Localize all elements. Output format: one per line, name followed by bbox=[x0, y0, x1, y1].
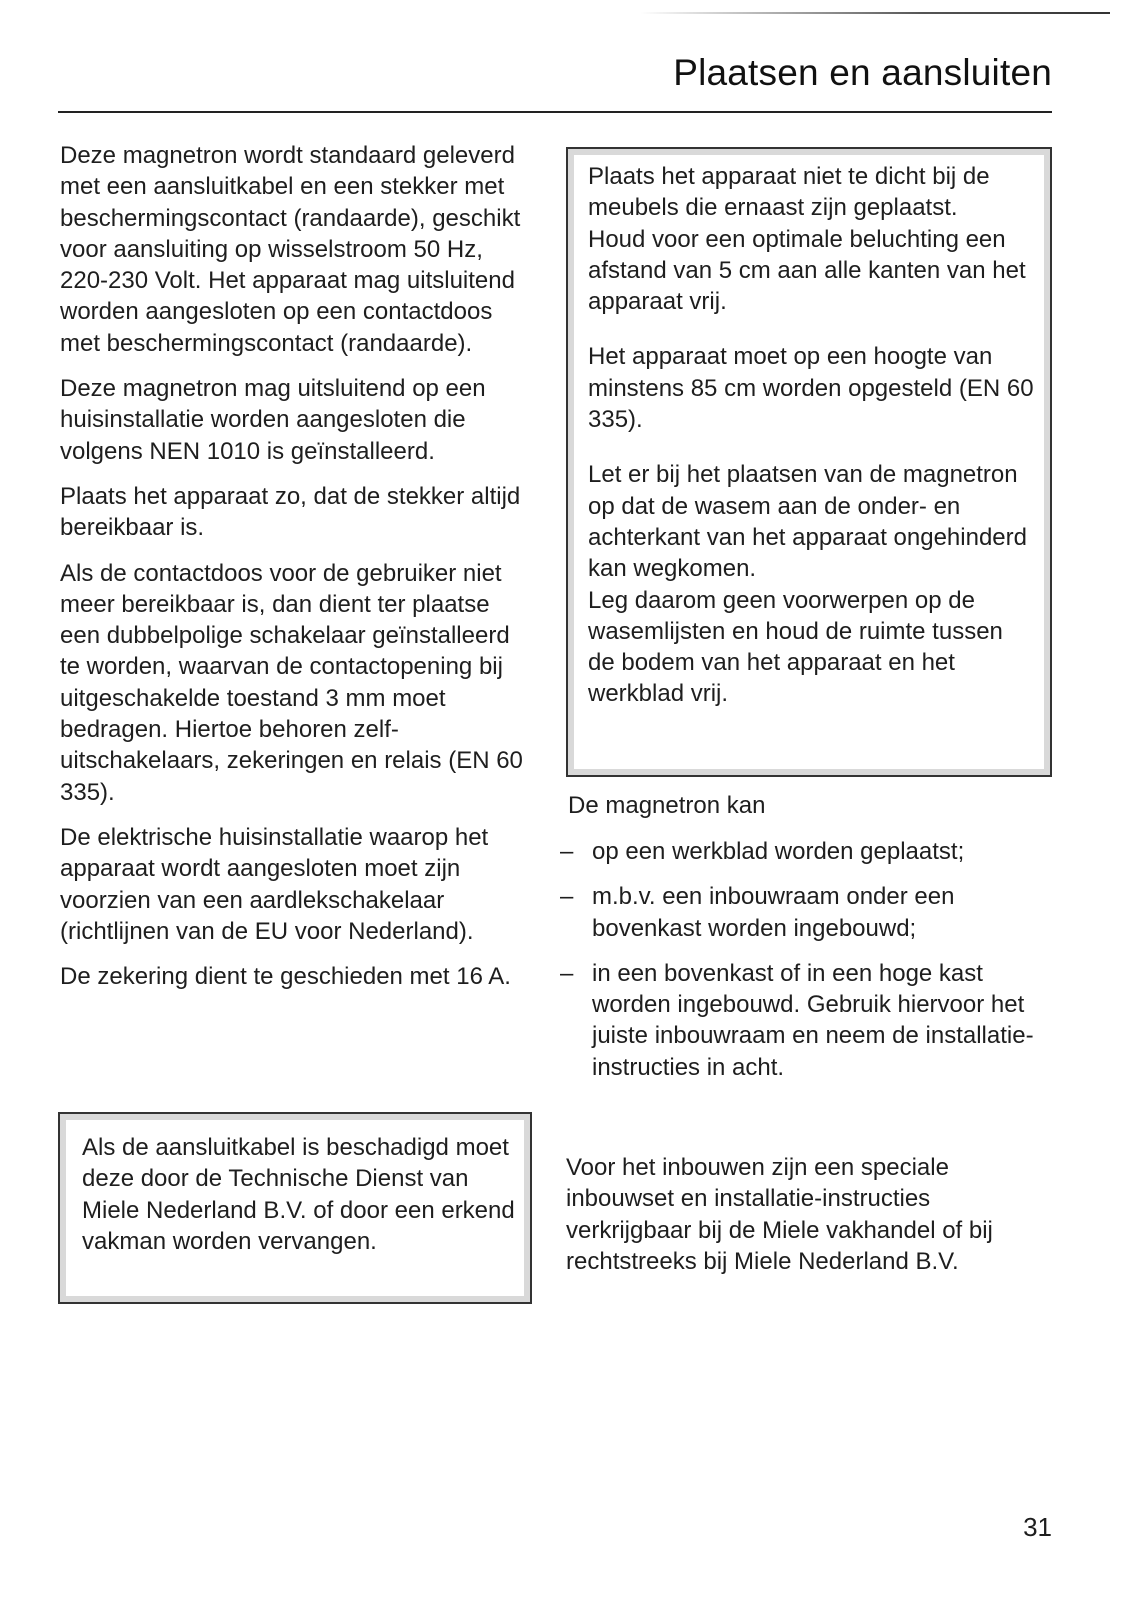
paragraph-house-installation: Deze magnetron mag uitsluitend op een huisinstallatie worden aangesloten die volgens NEN 1010 is geïnstalleerd. bbox=[60, 375, 486, 465]
notice-box-cable-damage bbox=[58, 1112, 532, 1304]
paragraph-double-pole-switch: Als de contactdoos voor de gebruiker niet meer bereikbaar is, dan dient ter plaatse een dubbelpolige schakelaar geïnstalleerd te worden, waarvan de contactopening bij uitgeschakelde toestand 3 mm moet bedragen. Hiertoe behoren zelf-uitschakelaars, zekeringen en relais (EN 60 335). bbox=[60, 559, 523, 806]
notice-distance-furniture: Plaats het apparaat niet te dicht bij de meubels die ernaast zijn geplaatst. bbox=[588, 163, 990, 222]
title-rule bbox=[58, 111, 1052, 113]
paragraph-fuse: De zekering dient te geschieden met 16 A. bbox=[60, 963, 511, 991]
list-item bbox=[560, 836, 1050, 867]
page-number: 31 bbox=[1023, 1512, 1052, 1542]
placement-options-list bbox=[560, 836, 1050, 1097]
paragraph-connection-cable: Deze magnetron wordt standaard geleverd met een aansluitkabel en een stekker met beschermingscontact (randaarde), geschikt voor aansluiting op wisselstroom 50 Hz, 220-230 Volt. Het apparaat mag uitsluitend worden aangesloten op een contactdoos met beschermingscontact (randaarde). bbox=[60, 142, 521, 357]
notice-ventilation: Houd voor een optimale beluchting een afstand van 5 cm aan alle kanten van het apparaat vrij. bbox=[588, 225, 1026, 316]
notice-steam-escape: Let er bij het plaatsen van de magnetron op dat de wasem aan de onder- en achterkant van het apparaat ongehinderd kan wegkomen. bbox=[588, 461, 1027, 583]
notice-cable-damage-text: Als de aansluitkabel is beschadigd moet deze door de Technische Dienst van Miele Nederland B.V. of door een erkend vakman worden vervangen. bbox=[82, 1134, 515, 1255]
list-dash: – bbox=[560, 838, 574, 865]
paragraph-plug-reachable: Plaats het apparaat zo, dat de stekker altijd bereikbaar is. bbox=[60, 482, 521, 542]
left-column bbox=[60, 140, 530, 1006]
list-item bbox=[560, 881, 1050, 944]
paragraph-installation-kit: Voor het inbouwen zijn een speciale inbouwset en installatie-instructies verkrijgbaar bij de Miele vakhandel of bij rechtstreeks bij Miele Nederland B.V. bbox=[566, 1154, 993, 1275]
paragraph-earth-leakage: De elektrische huisinstallatie waarop het apparaat wordt aangesloten moet zijn voorzien van een aardlekschakelaar (richtlijnen van de EU voor Nederland). bbox=[60, 823, 489, 945]
list-item bbox=[560, 958, 1050, 1083]
list-item-text: in een bovenkast of in een hoge kast worden ingebouwd. Gebruik hiervoor het juiste inbouwraam en neem de installatie-instructies in acht. bbox=[592, 959, 1034, 1081]
notice-height: Het apparaat moet op een hoogte van minstens 85 cm worden opgesteld (EN 60 335). bbox=[588, 343, 1034, 434]
list-dash: – bbox=[560, 883, 574, 911]
notice-box-placement bbox=[566, 147, 1052, 777]
page-title: Plaatsen en aansluiten bbox=[673, 52, 1052, 93]
list-dash: – bbox=[560, 959, 574, 987]
list-item-text: m.b.v. een inbouwraam onder een bovenkast worden ingebouwd; bbox=[592, 883, 955, 942]
list-item-text: op een werkblad worden geplaatst; bbox=[592, 838, 965, 865]
list-intro: De magnetron kan bbox=[568, 792, 766, 819]
scan-artifact-line bbox=[640, 12, 1110, 14]
notice-no-objects: Leg daarom geen voorwerpen op de wasemlijsten en houd de ruimte tussen de bodem van het apparaat en het werkblad vrij. bbox=[588, 586, 1003, 708]
